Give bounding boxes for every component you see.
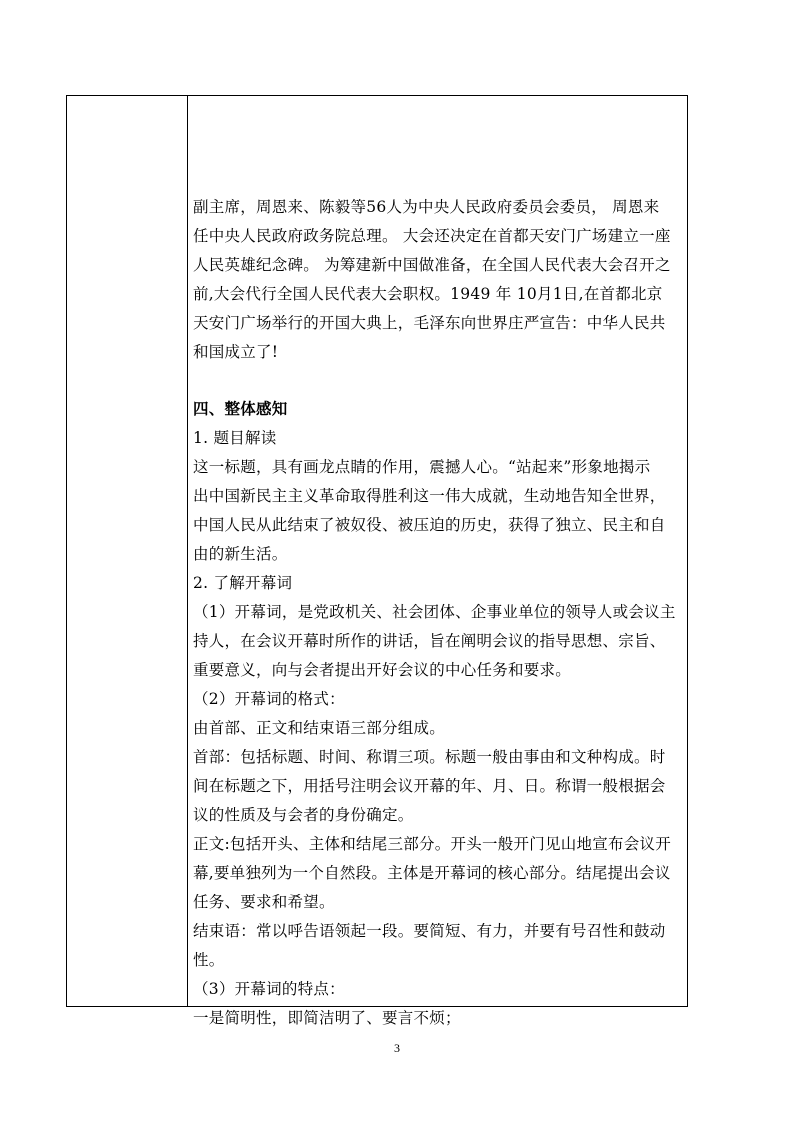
- body-line: 正文:包括开头、主体和结尾三部分。开头一般开门见山地宣布会议开: [193, 835, 671, 853]
- body-line: （1）开幕词，是党政机关、社会团体、企事业单位的领导人或会议主: [193, 603, 676, 621]
- body-line: 这一标题，具有画龙点睛的作用，震撼人心。“站起来”形象地揭示: [193, 458, 651, 476]
- page-number: 3: [394, 1041, 400, 1055]
- body-line: 和国成立了!: [193, 343, 279, 361]
- subsection-title: 2. 了解开幕词: [193, 574, 293, 592]
- body-line: 任务、要求和希望。: [193, 893, 335, 911]
- body-line: （2）开幕词的格式：: [193, 690, 345, 708]
- body-line: 由首部、正文和结束语三部分组成。: [193, 719, 446, 737]
- body-line: 前,大会代行全国人民代表大会职权。1949 年 10月1日,在首都北京: [193, 285, 663, 303]
- body-line: 幕,要单独列为一个自然段。主体是开幕词的核心部分。结尾提出会议: [193, 864, 671, 882]
- body-line: 副主席，周恩来、陈毅等56人为中央人民政府委员会委员， 周恩来: [193, 198, 660, 216]
- body-line: 间在标题之下，用括号注明会议开幕的年、月、日。称谓一般根据会: [193, 777, 666, 795]
- body-line: 中国人民从此结束了被奴役、被压迫的历史，获得了独立、民主和自: [193, 516, 666, 534]
- content-table: [66, 95, 688, 1027]
- subsection-title: 1. 题目解读: [193, 429, 277, 447]
- body-line: 人民英雄纪念碑。 为筹建新中国做准备，在全国人民代表大会召开之: [193, 256, 671, 274]
- body-line: 持人，在会议开幕时所作的讲话，旨在阐明会议的指导思想、宗旨、: [193, 632, 666, 650]
- body-line: （3）开幕词的特点：: [193, 980, 345, 998]
- body-line: 一是简明性，即简洁明了、要言不烦；: [193, 1009, 461, 1027]
- body-line: 天安门广场举行的开国大典上，毛泽东向世界庄严宣告：中华人民共: [193, 314, 666, 332]
- body-line: 性。: [193, 951, 225, 969]
- section-heading: 四、整体感知: [193, 399, 288, 418]
- column-divider: [187, 96, 188, 1006]
- body-line: 首部：包括标题、时间、称谓三项。标题一般由事由和文种构成。时: [193, 748, 666, 766]
- body-line: 重要意义，向与会者提出开好会议的中心任务和要求。: [193, 661, 572, 679]
- body-line: 议的性质及与会者的身份确定。: [193, 806, 414, 824]
- body-line: 结束语：常以呼告语领起一段。要简短、有力，并要有号召性和鼓动: [193, 922, 666, 940]
- body-line: 任中央人民政府政务院总理。 大会还决定在首都天安门广场建立一座: [193, 227, 671, 245]
- body-line: 由的新生活。: [193, 545, 288, 563]
- body-line: 出中国新民主主义革命取得胜利这一伟大成就，生动地告知全世界，: [193, 487, 666, 505]
